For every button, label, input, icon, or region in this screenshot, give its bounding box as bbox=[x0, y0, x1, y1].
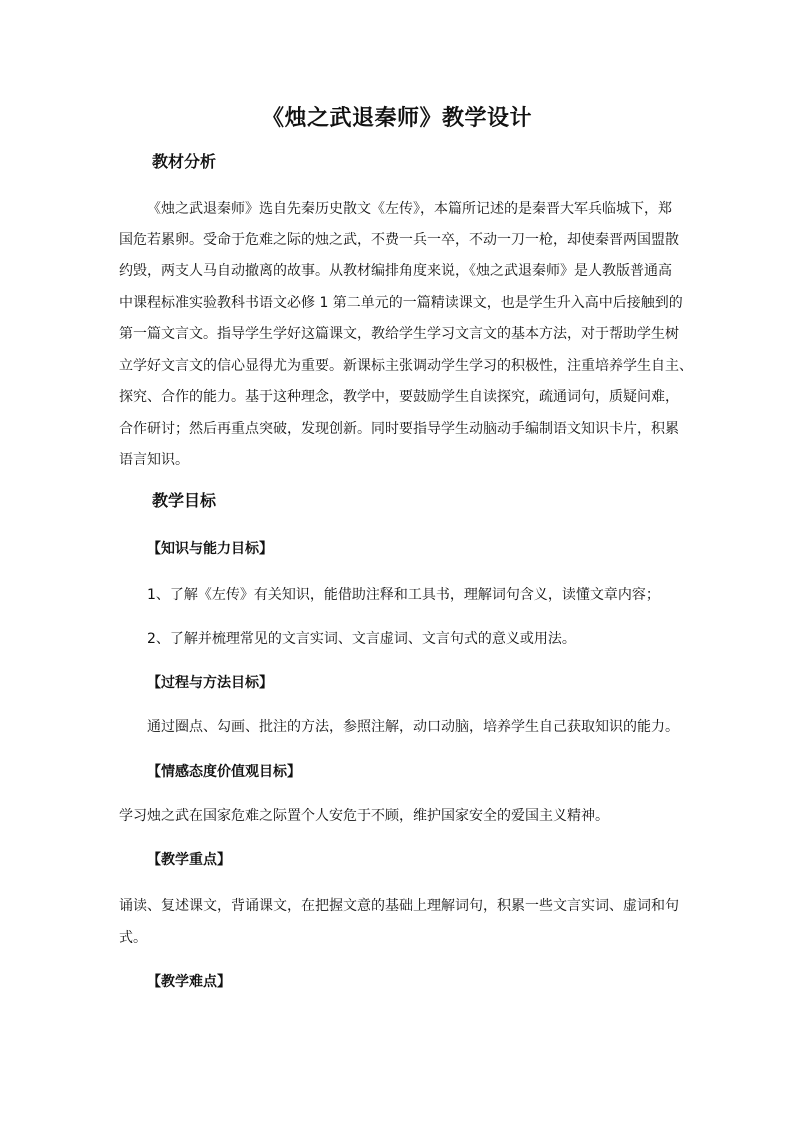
section-heading-textbook-analysis: 教材分析 bbox=[152, 152, 217, 171]
paragraph-line: 第一篇文言文。指导学生学好这篇课文，教给学生学习文言文的基本方法，对于帮助学生树 bbox=[119, 326, 679, 342]
paragraph-line: 语言知识。 bbox=[119, 452, 189, 468]
paragraph-line: 诵读、复述课文，背诵课文，在把握文意的基础上理解词句，积累一些文言实词、虚词和句 bbox=[119, 898, 679, 914]
paragraph-line: 中课程标准实验教科书语文必修 1 第二单元的一篇精读课文，也是学生升入高中后接触到的 bbox=[119, 295, 683, 311]
document-title: 《烛之武退秦师》教学设计 bbox=[261, 105, 532, 131]
emotion-values-text: 学习烛之武在国家危难之际置个人安危于不顾，维护国家安全的爱国主义精神。 bbox=[119, 808, 609, 824]
process-method-text: 通过圈点、勾画、批注的方法，参照注解，动口动脑，培养学生自己获取知识的能力。 bbox=[147, 719, 679, 735]
paragraph-line: 合作研讨；然后再重点突破，发现创新。同时要指导学生动脑动手编制语文知识卡片，积累 bbox=[119, 421, 679, 437]
subheading-key-points: 【教学重点】 bbox=[147, 852, 231, 868]
subheading-emotion-values: 【情感态度价值观目标】 bbox=[147, 764, 301, 780]
subheading-knowledge-ability: 【知识与能力目标】 bbox=[147, 541, 273, 557]
paragraph-line: 立学好文言文的信心显得尤为重要。新课标主张调动学生学习的积极性，注重培养学生自主、 bbox=[119, 358, 693, 374]
subheading-difficult-points: 【教学难点】 bbox=[147, 974, 231, 990]
objective-item-2: 2、了解并梳理常见的文言实词、文言虚词、文言句式的意义或用法。 bbox=[147, 631, 576, 647]
objective-item-1: 1、了解《左传》有关知识，能借助注释和工具书，理解词句含义，读懂文章内容； bbox=[147, 587, 660, 603]
subheading-process-method: 【过程与方法目标】 bbox=[147, 675, 273, 691]
paragraph-line: 《烛之武退秦师》选自先秦历史散文《左传》，本篇所记述的是秦晋大军兵临城下，郑 bbox=[147, 201, 672, 217]
paragraph-line: 国危若累卵。受命于危难之际的烛之武，不费一兵一卒，不动一刀一枪，却使秦晋两国盟散 bbox=[119, 232, 679, 248]
paragraph-line: 探究、合作的能力。基于这种理念，教学中，要鼓励学生自读探究，疏通词句，质疑问难， bbox=[119, 389, 679, 405]
paragraph-line: 式。 bbox=[119, 930, 147, 946]
section-heading-teaching-objectives: 教学目标 bbox=[152, 491, 217, 510]
paragraph-line: 约毁，两支人马自动撤离的故事。从教材编排角度来说，《烛之武退秦师》是人教版普通高 bbox=[119, 263, 672, 279]
